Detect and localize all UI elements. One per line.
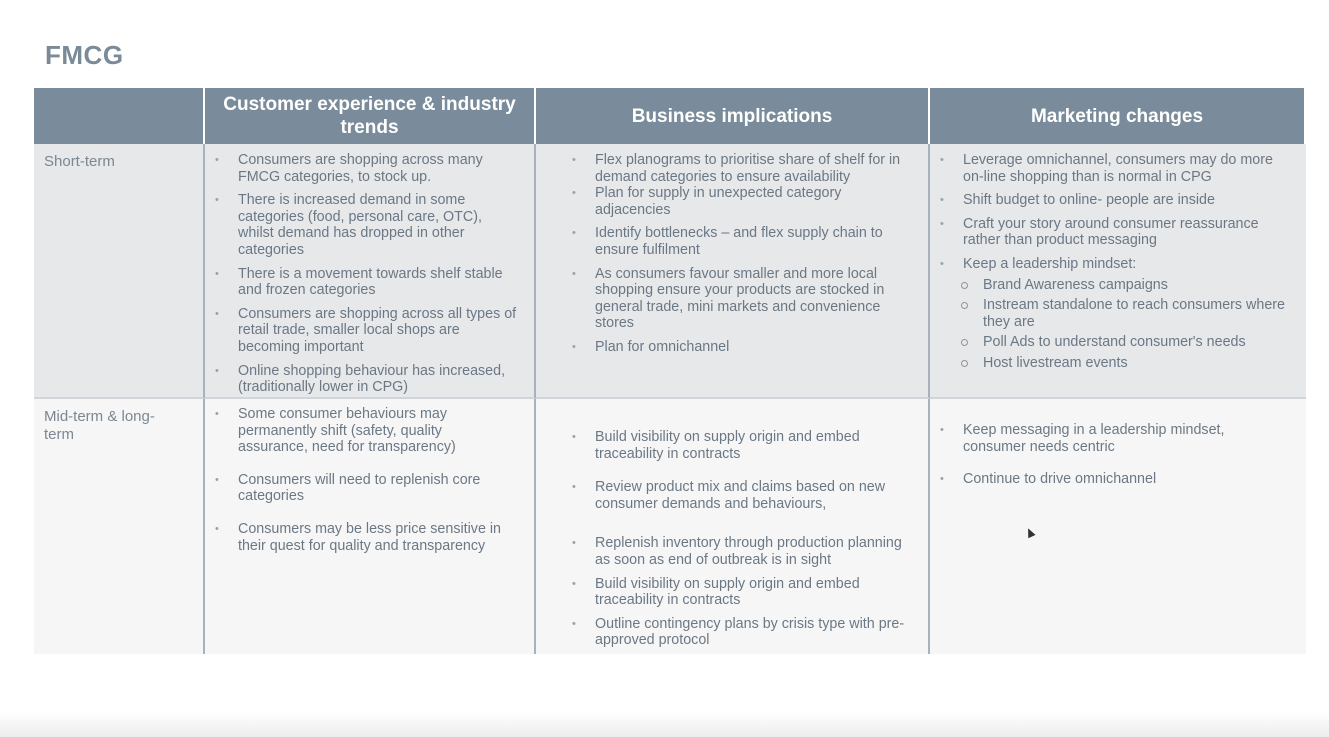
list-item: • Online shopping behaviour has increased, (traditionally lower in CPG) <box>205 363 534 396</box>
header-business-implications: Business implications <box>536 88 930 144</box>
short-term-customer-cell <box>205 144 536 399</box>
list-item: • Continue to drive omnichannel <box>930 471 1246 488</box>
list-item: • Consumers may be less price sensitive in their quest for quality and transparency <box>205 521 534 554</box>
page-title: FMCG <box>45 40 124 70</box>
list-item: • Consumers will need to replenish core categories <box>205 472 534 505</box>
list-item: • Consumers are shopping across many FMCG categories, to stock up. <box>205 152 534 185</box>
list-item: • Plan for omnichannel <box>562 339 916 356</box>
list-item-text: Keep a leadership mindset: <box>963 255 1137 272</box>
list-item <box>930 256 1292 273</box>
list-item: • Replenish inventory through production planning as soon as end of outbreak is in sight <box>562 535 906 568</box>
sub-list-item: Instream standalone to reach consumers where they are <box>930 297 1292 330</box>
list-item: • Keep messaging in a leadership mindset, consumer needs centric <box>930 422 1246 455</box>
list-item: • Build visibility on supply origin and embed traceability in contracts <box>562 429 906 462</box>
list-item: • Consumers are shopping across all types of retail trade, smaller local shops are becoming important <box>205 306 534 356</box>
list-item: • Identify bottlenecks – and flex supply chain to ensure fulfilment <box>562 225 916 258</box>
bottom-shadow <box>0 712 1329 737</box>
list-item: • There is increased demand in some categories (food, personal care, OTC), whilst demand has dropped in other categories <box>205 192 534 258</box>
header-marketing-changes: Marketing changes <box>930 88 1306 144</box>
list-item: • There is a movement towards shelf stable and frozen categories <box>205 266 534 299</box>
mid-term-customer-cell <box>205 399 536 654</box>
list-item: • Review product mix and claims based on new consumer demands and behaviours, <box>562 479 906 512</box>
list-item: • Plan for supply in unexpected category adjacencies <box>562 185 916 218</box>
list-item: • Build visibility on supply origin and embed traceability in contracts <box>562 576 906 609</box>
list-item: • As consumers favour smaller and more local shopping ensure your products are stocked in general trade, mini markets and convenience stores <box>562 266 916 332</box>
fmcg-matrix-table <box>34 88 1306 654</box>
sub-list-item: Host livestream events <box>930 355 1292 372</box>
list-item: • Craft your story around consumer reassurance rather than product messaging <box>930 216 1292 249</box>
row-label-short-term: Short-term <box>34 144 205 399</box>
sub-list-item: Poll Ads to understand consumer's needs <box>930 334 1292 351</box>
header-corner <box>34 88 205 144</box>
list-item: • Leverage omnichannel, consumers may do more on-line shopping than is normal in CPG <box>930 152 1292 185</box>
list-item: • Shift budget to online- people are inside <box>930 192 1292 209</box>
list-item: • Some consumer behaviours may permanently shift (safety, quality assurance, need for transparency) <box>205 406 534 456</box>
header-customer-experience: Customer experience & industry trends <box>205 88 536 144</box>
short-term-business-cell <box>536 144 930 399</box>
mid-term-marketing-cell <box>930 399 1306 654</box>
list-item: • Flex planograms to prioritise share of shelf for in demand categories to ensure availability <box>562 152 916 185</box>
mid-term-business-cell <box>536 399 930 654</box>
short-term-marketing-cell <box>930 144 1306 399</box>
sub-list-item: Brand Awareness campaigns <box>930 277 1292 294</box>
list-item: • Outline contingency plans by crisis type with pre-approved protocol <box>562 616 906 649</box>
row-label-mid-long-term: Mid-term & long-term <box>34 399 205 654</box>
